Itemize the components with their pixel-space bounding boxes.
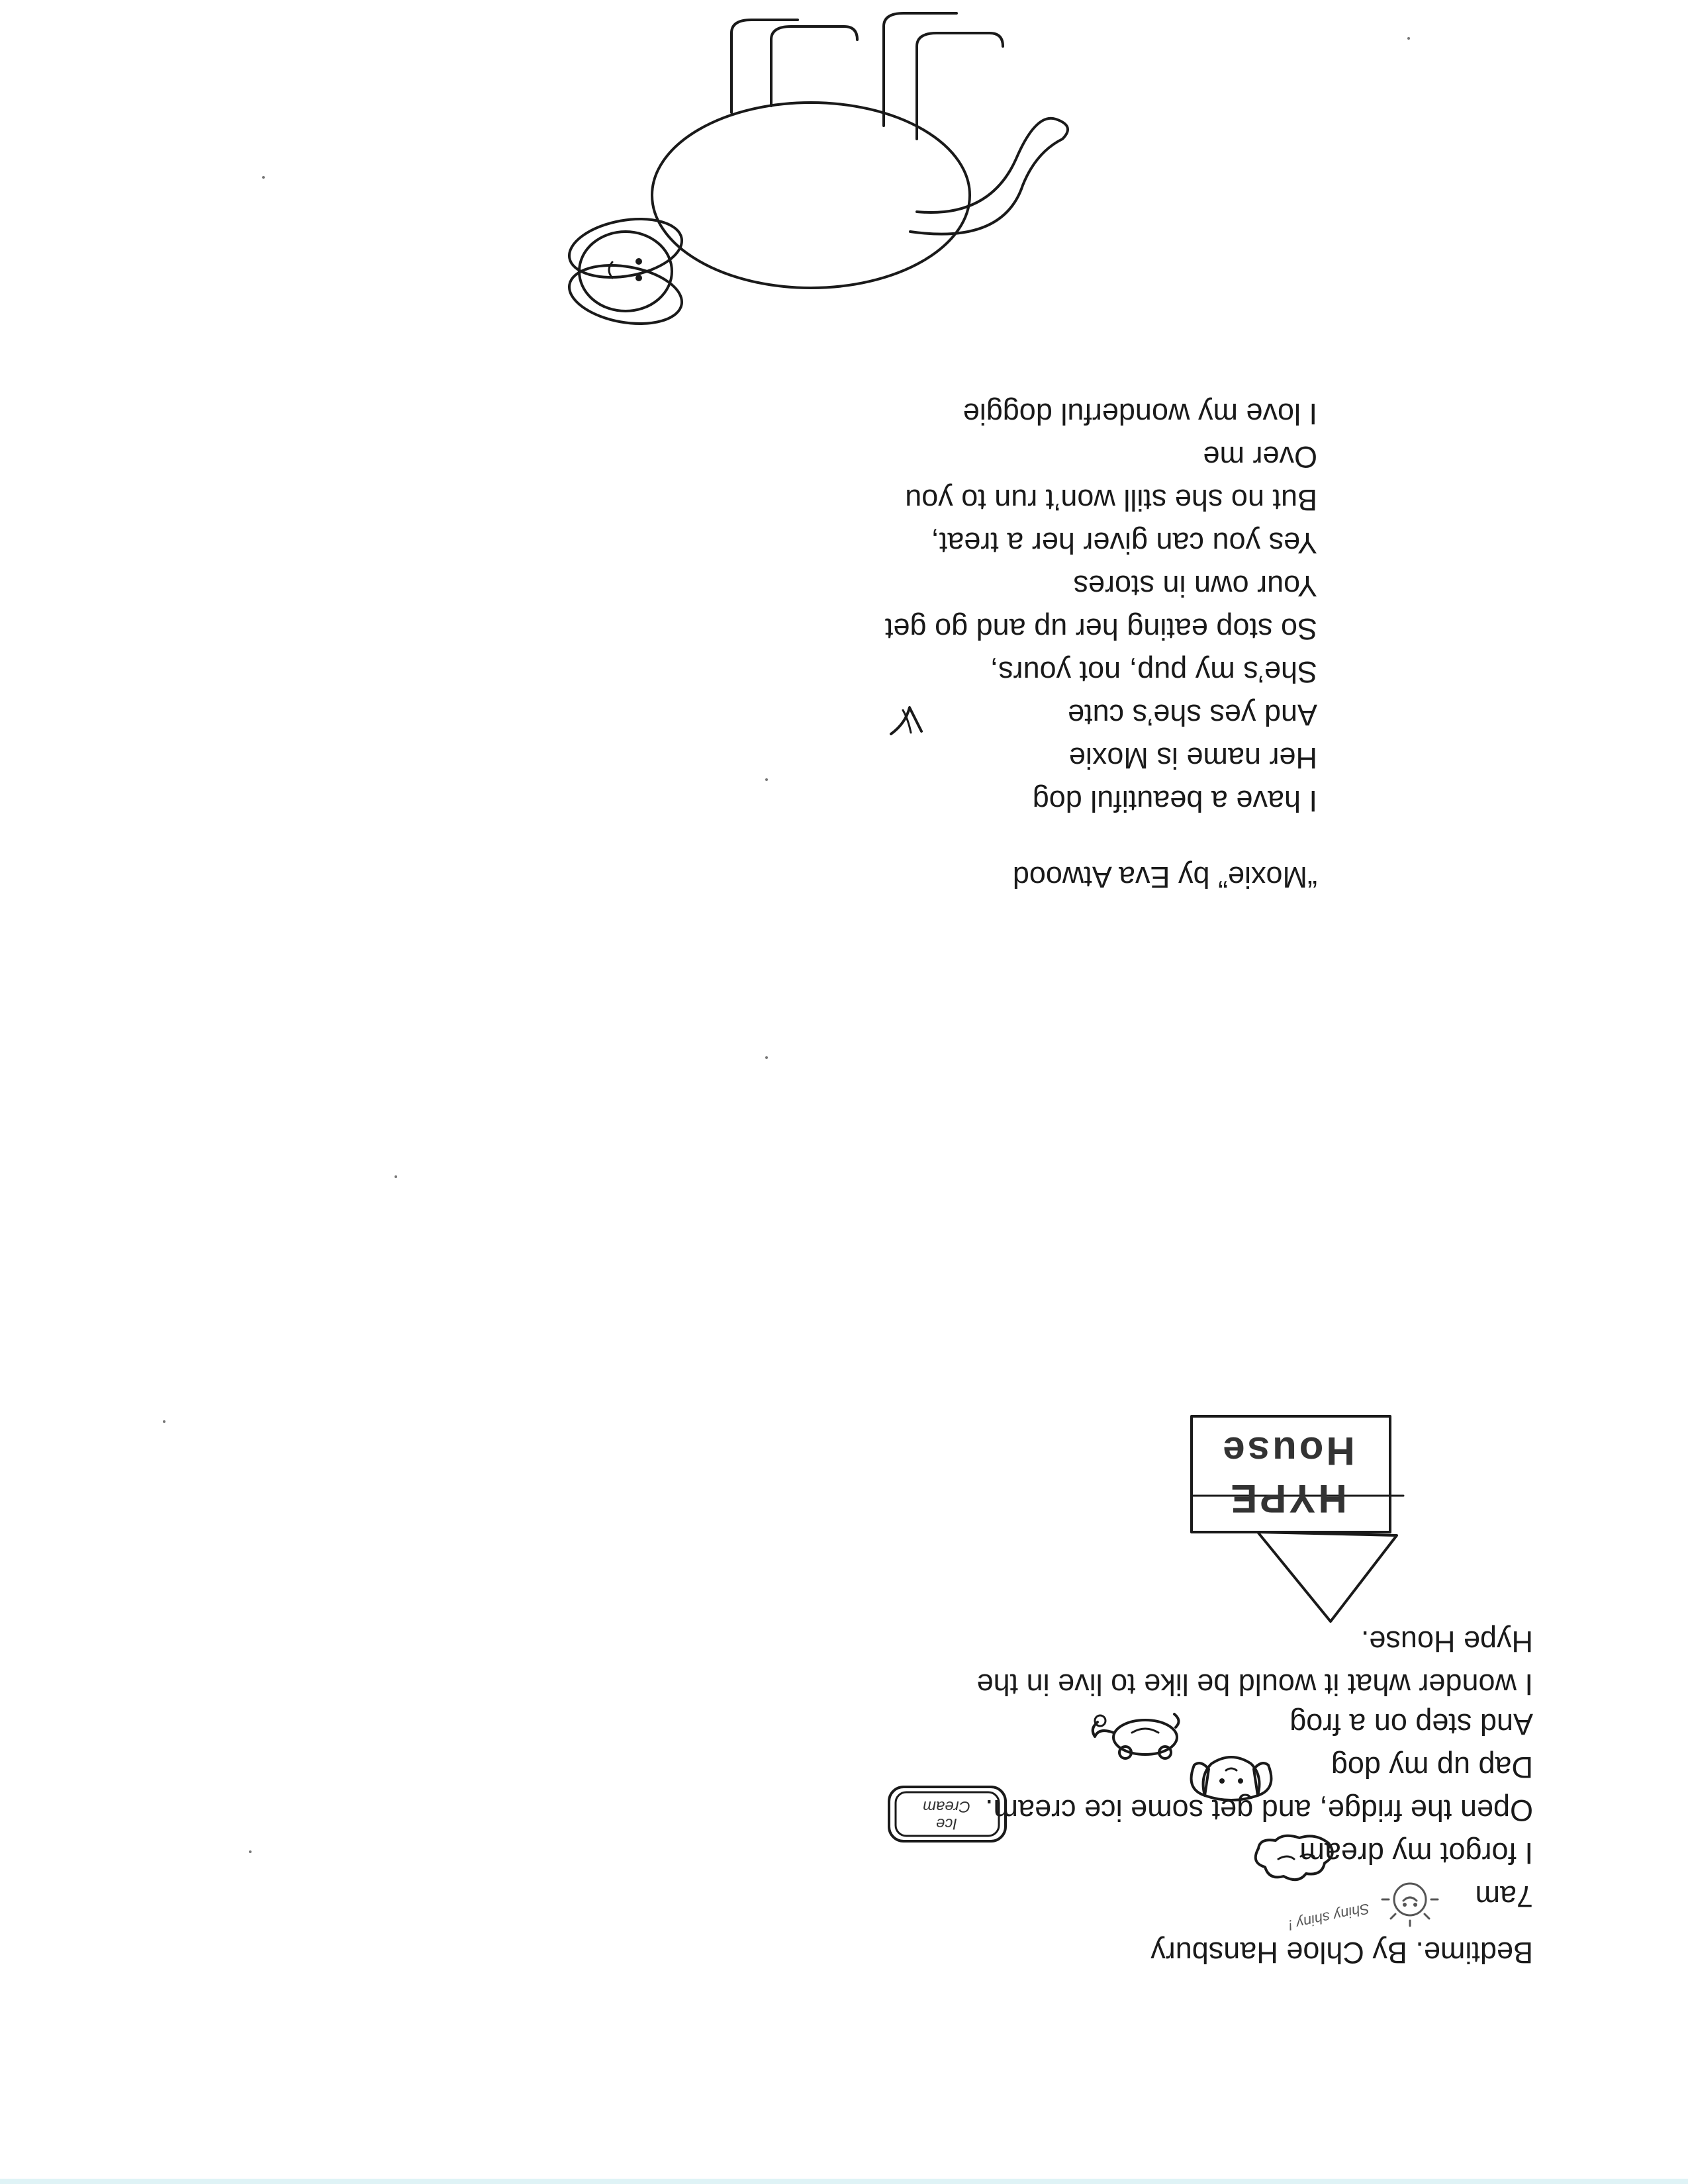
scan-edge — [0, 2179, 1688, 2184]
poem-line: And step on a frog — [1289, 1707, 1533, 1741]
poem-line: I wonder what it would be like to live in the — [976, 1668, 1533, 1702]
poem-line: So stop eating her up and go get — [884, 612, 1317, 646]
poem-line: And yes she’s cute — [1068, 698, 1317, 732]
dog-drawing-icon — [546, 26, 1076, 357]
poem-line: 7am — [1475, 1880, 1533, 1913]
dog-face-doodle-icon — [1185, 1751, 1278, 1803]
frog-doodle-icon — [1086, 1707, 1185, 1767]
poem-line: Hype House. — [1360, 1625, 1533, 1659]
checkmark-doodle-icon — [887, 698, 927, 738]
scan-speck — [262, 176, 265, 179]
poem-line: Over me — [1203, 440, 1317, 474]
poem-line: I have a beautiful dog — [1032, 784, 1317, 818]
scan-speck — [765, 1056, 768, 1059]
scan-speck — [163, 1420, 165, 1423]
scan-speck — [765, 778, 768, 781]
poem-line: I love my wonderful doggie — [962, 397, 1317, 431]
poem-line: I forgot my dream — [1299, 1837, 1533, 1870]
scan-speck — [249, 1850, 252, 1853]
sun-caption: Shiny shiny ! — [1287, 1900, 1372, 1934]
scan-speck — [395, 1175, 397, 1178]
ice-cream-label: Ice Cream — [923, 1797, 971, 1833]
poem-line: Her name is Moxie — [1068, 741, 1317, 775]
cloud-doodle-icon — [1248, 1823, 1340, 1883]
poem-line: Your own in stores — [1073, 569, 1317, 603]
poem-title: Bedtime. By Chloe Hansbury — [1150, 1936, 1533, 1970]
poem-line: Open the fridge, and get some ice cream. — [985, 1794, 1533, 1827]
house-label: HYPE House — [1220, 1429, 1355, 1521]
poem-line: Dap up my dog — [1331, 1751, 1533, 1784]
poem-line: She’s my pup, not yours, — [990, 655, 1317, 689]
hype-house-doodle-icon — [1172, 1410, 1403, 1628]
scan-speck — [1407, 37, 1410, 40]
ice-cream-doodle-icon — [884, 1780, 1009, 1846]
poem-title: “Moxie” by Eva Atwood — [1012, 860, 1317, 894]
poem-line: Yes you can giver her a treat, — [931, 526, 1317, 560]
poem-line: But no she still won’t run to you — [905, 483, 1317, 517]
